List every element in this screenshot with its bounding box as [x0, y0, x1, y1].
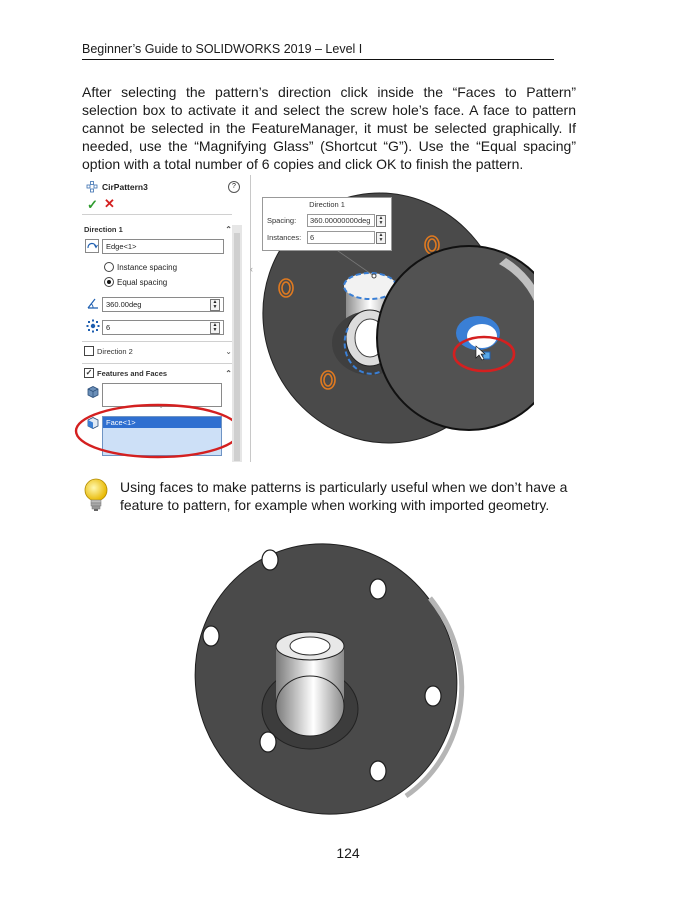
circular-pattern-icon: [86, 181, 98, 193]
instances-value: 6: [106, 323, 111, 332]
callout-instances-label: Instances:: [267, 233, 302, 242]
callout-title: Direction 1: [309, 200, 345, 209]
face-selection-item[interactable]: Face<1>: [103, 417, 221, 428]
help-icon[interactable]: ?: [228, 181, 240, 193]
equal-spacing-radio[interactable]: [104, 277, 114, 287]
instance-spacing-label: Instance spacing: [117, 263, 178, 273]
direction1-section-header[interactable]: [84, 223, 232, 237]
direction1-label: Direction 1: [84, 225, 123, 234]
chevron-up-icon[interactable]: ⌃: [225, 369, 232, 378]
panel-scrollbar[interactable]: [232, 225, 242, 462]
callout-spacing-label: Spacing:: [267, 216, 297, 225]
features-to-pattern-icon: [86, 385, 100, 399]
equal-spacing-option[interactable]: [104, 278, 167, 288]
tip-text: Using faces to make patterns is particularly useful when we don’t have a feature to pattern, for example when working with imported geometry.: [120, 479, 568, 513]
angle-icon: [86, 296, 100, 310]
instances-spinner[interactable]: ▲ ▼: [210, 322, 220, 334]
direction2-label: Direction 2: [97, 347, 133, 356]
page-number: 124: [336, 845, 360, 861]
angle-field[interactable]: [102, 297, 224, 312]
features-faces-section-header[interactable]: [84, 367, 232, 381]
body-paragraph: After selecting the pattern’s direction click inside the “Faces to Pattern” selection box to activate it and select the screw hole’s face. A face to pattern cannot be selected in the FeatureManager, it must be selected graphically. If needed, use the “Magnifying Glass” (Shortcut “G”). Use the “Equal spacing” option with a total number of 6 copies and click OK to finish the pattern.: [82, 84, 576, 172]
angle-spinner[interactable]: ▲ ▼: [210, 299, 220, 311]
instance-spacing-option[interactable]: [104, 263, 177, 273]
property-manager-panel: [82, 175, 251, 462]
direction2-section-header[interactable]: [84, 345, 232, 359]
red-highlight-ellipse: [72, 403, 244, 463]
equal-spacing-label: Equal spacing: [117, 278, 168, 288]
pattern-axis-field[interactable]: Edge<1>: [102, 239, 224, 254]
resize-handle-icon[interactable]: ⌄: [159, 454, 164, 460]
chevron-up-icon[interactable]: ⌃: [225, 225, 232, 234]
direction2-checkbox[interactable]: [84, 346, 94, 356]
callout-spacing-field[interactable]: 360.00000000deg: [307, 214, 375, 227]
feature-title: CirPattern3: [102, 182, 148, 192]
callout-instances-field[interactable]: 6: [307, 231, 375, 244]
svg-text:‹: ‹: [250, 264, 253, 274]
callout-spacing-spinner[interactable]: ▲ ▼: [376, 215, 386, 227]
callout-instances-spinner[interactable]: ▲ ▼: [376, 232, 386, 244]
cancel-button[interactable]: ✕: [104, 196, 115, 211]
features-faces-checkbox[interactable]: ✓: [85, 368, 93, 378]
ok-button[interactable]: ✓: [87, 197, 98, 212]
instances-field[interactable]: [102, 320, 224, 335]
resize-handle-icon[interactable]: ⌄: [159, 404, 164, 410]
reverse-direction-icon[interactable]: [85, 239, 99, 253]
instances-icon: [86, 319, 100, 333]
direction1-callout: [262, 197, 392, 251]
running-header: Beginner’s Guide to SOLIDWORKS 2019 – Level I: [82, 42, 554, 60]
chevron-down-icon[interactable]: ⌄: [225, 347, 232, 356]
angle-value: 360.00deg: [106, 300, 142, 309]
instance-spacing-radio[interactable]: [104, 262, 114, 272]
features-faces-label: Features and Faces: [97, 369, 168, 378]
finished-pattern-part: [178, 534, 478, 824]
lightbulb-icon: [82, 478, 110, 514]
